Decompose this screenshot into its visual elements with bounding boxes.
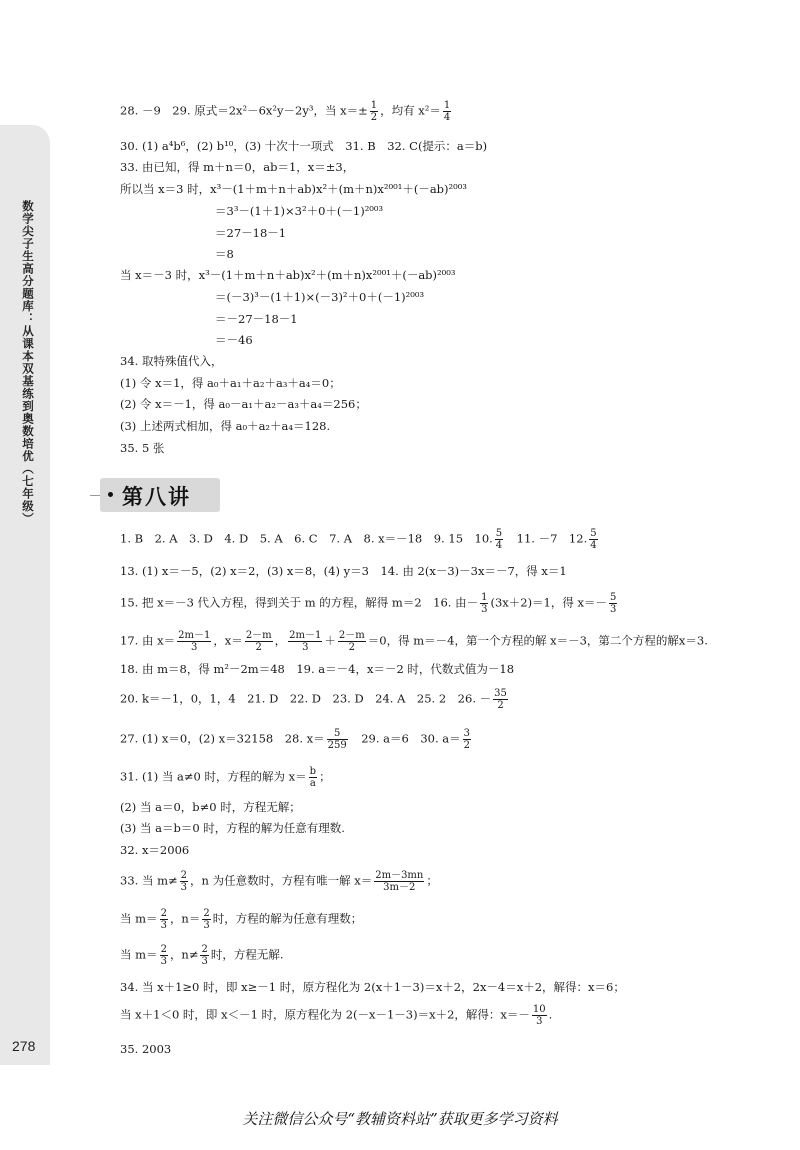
numerator: 2－m xyxy=(338,630,365,641)
denominator: 4 xyxy=(590,540,597,551)
numerator: 5 xyxy=(590,528,597,539)
numerator: b xyxy=(309,766,317,777)
answer-text: 15. 把 x＝－3 代入方程，得到关于 m 的方程，解得 m＝2 16. 由－ xyxy=(120,595,479,610)
denominator: 3 xyxy=(191,642,198,653)
numerator: 35 xyxy=(494,688,507,699)
answer-text: 时，方程无解. xyxy=(210,947,284,962)
answer-31: (3) 当 a＝b＝0 时，方程的解为任意有理数. xyxy=(120,821,345,835)
page-number: 278 xyxy=(12,1038,36,1054)
answer-text: 31. (1) 当 a≠0 时，方程的解为 x＝ xyxy=(120,769,307,784)
fraction xyxy=(180,870,188,893)
answer-text: 20. k＝－1，0，1，4 21. D 22. D 23. D 24. A 25. 2 26. － xyxy=(120,691,492,706)
answer-text: 当 x＋1＜0 时，即 x＜－1 时，原方程化为 2(－x－1－3)＝x＋2，解得：x＝－ xyxy=(120,1007,530,1022)
denominator: 2 xyxy=(497,700,504,711)
answer-31 xyxy=(120,766,331,789)
answer-text: ，n 为任意数时，方程有唯一解 x＝ xyxy=(190,873,373,888)
denominator: 3 xyxy=(536,1016,543,1027)
answer-text: (3x＋2)＝1，得 x＝－ xyxy=(490,595,608,610)
denominator: 2 xyxy=(463,740,471,751)
answer-text: ＋ xyxy=(324,633,336,648)
denominator: 3 xyxy=(180,882,188,893)
denominator: 3m－2 xyxy=(383,882,416,893)
answer-20-26 xyxy=(120,688,510,711)
fraction xyxy=(493,688,508,711)
numerator: 2 xyxy=(203,908,210,919)
answer-27-30 xyxy=(120,728,473,751)
answer-text: ，均有 x²＝ xyxy=(380,103,441,118)
answer-33: ＝8 xyxy=(215,247,234,261)
answer-33: 当 x＝－3 时，x³－(1＋m＋n＋ab)x²＋(m＋n)x²⁰⁰¹＋(－ab)²⁰⁰³ xyxy=(120,268,456,282)
denominator: 2 xyxy=(370,112,378,123)
numerator: 5 xyxy=(327,728,348,740)
answer-17 xyxy=(120,630,708,653)
numerator: 3 xyxy=(463,728,471,739)
numerator: 10 xyxy=(532,1004,546,1015)
fraction xyxy=(480,592,488,615)
answer-text: 33. 当 m≠ xyxy=(120,873,178,888)
answer-text: ； xyxy=(426,873,438,888)
answer-33: 所以当 x＝3 时，x³－(1＋m＋n＋ab)x²＋(m＋n)x²⁰⁰¹＋(－ab)²⁰⁰³ xyxy=(120,182,467,196)
fraction xyxy=(609,592,617,615)
answer-text: 当 m＝ xyxy=(120,947,158,962)
answer-text: 当 m＝ xyxy=(120,911,158,926)
answer-text: ， xyxy=(274,633,287,648)
denominator: 2 xyxy=(255,642,262,653)
answer-33 xyxy=(120,870,438,893)
answer-13-14: 13. (1) x＝－5，(2) x＝2，(3) x＝8，(4) y＝3 14. 由 2(x－3)－3x＝－7，得 x＝1 xyxy=(120,564,567,578)
answer-34: (1) 令 x＝1，得 a₀＋a₁＋a₂＋a₃＋a₄＝0； xyxy=(120,376,341,390)
numerator: 5 xyxy=(495,528,503,539)
fraction xyxy=(327,728,348,751)
answer-text: 17. 由 x＝ xyxy=(120,633,176,648)
answer-33: ＝－46 xyxy=(215,333,253,347)
denominator: 259 xyxy=(327,740,347,751)
fraction xyxy=(177,630,211,653)
answer-text: ＝0，得 m＝－4，第一个方程的解 x＝－3，第二个方程的解x＝3. xyxy=(367,633,708,648)
fraction xyxy=(200,944,208,967)
answer-text: ； xyxy=(319,769,331,784)
numerator: 2 xyxy=(201,944,208,955)
denominator: 3 xyxy=(481,604,488,615)
answer-35: 35. 2003 xyxy=(120,1042,172,1056)
answer-30-32: 30. (1) a⁴b⁶，(2) b¹⁰，(3) 十次十一项式 31. B 32. C(提示：a＝b) xyxy=(120,139,488,153)
answer-34: (3) 上述两式相加，得 a₀＋a₂＋a₄＝128. xyxy=(120,419,331,433)
answer-33: ＝－27－18－1 xyxy=(215,312,298,326)
answer-text: 1. B 2. A 3. D 4. D 5. A 6. C 7. A 8. x＝－18 9. 15 10. xyxy=(120,531,493,546)
answer-text: 27. (1) x＝0，(2) x＝32158 28. x＝ xyxy=(120,731,325,746)
answer-34 xyxy=(120,1004,552,1027)
answer-28-29 xyxy=(120,100,453,123)
fraction xyxy=(202,908,210,931)
answer-text: ，n＝ xyxy=(169,911,201,926)
fraction xyxy=(370,100,378,123)
answer-text: 时，方程的解为任意有理数； xyxy=(212,911,363,926)
answer-text: 28. －9 29. 原式＝2x²－6x²y－2y³，当 x＝± xyxy=(120,103,368,118)
fraction xyxy=(532,1004,547,1027)
chapter-heading xyxy=(100,478,220,512)
answer-text: ，n≠ xyxy=(169,947,199,962)
fraction xyxy=(160,908,168,931)
denominator: 4 xyxy=(443,112,451,123)
answer-33: ＝27－18－1 xyxy=(215,226,287,240)
denominator: 3 xyxy=(302,642,309,653)
numerator: 1 xyxy=(370,100,378,111)
fraction xyxy=(288,630,322,653)
answer-34: (2) 令 x＝－1，得 a₀－a₁＋a₂－a₃＋a₄＝256； xyxy=(120,397,367,411)
denominator: 3 xyxy=(160,920,167,931)
fraction xyxy=(374,870,424,893)
bullet-icon xyxy=(108,492,113,497)
answer-33 xyxy=(120,908,362,931)
answer-34: 34. 当 x＋1≥0 时，即 x≥－1 时，原方程化为 2(x＋1－3)＝x＋2，2x－4＝x＋2，解得：x＝6； xyxy=(120,980,625,994)
answer-18-19: 18. 由 m＝8，得 m²－2m＝48 19. a＝－4，x＝－2 时，代数式值为－18 xyxy=(120,662,515,676)
answer-32: 32. x＝2006 xyxy=(120,843,190,857)
fraction xyxy=(338,630,366,653)
answer-35: 35. 5 张 xyxy=(120,441,165,455)
fraction xyxy=(495,528,503,551)
answer-33: 33. 由已知，得 m＋n＝0，ab＝1，x＝±3， xyxy=(120,160,355,174)
fraction xyxy=(443,100,451,123)
answer-text: 11. －7 12. xyxy=(516,531,588,546)
numerator: 2m－3mn xyxy=(375,870,424,881)
fraction xyxy=(309,766,317,789)
fraction xyxy=(160,944,168,967)
numerator: 1 xyxy=(481,592,488,603)
denominator: 3 xyxy=(610,604,617,615)
chapter-title: 第八讲 xyxy=(122,485,191,509)
denominator: 3 xyxy=(160,956,167,967)
numerator: 2m－1 xyxy=(178,630,211,641)
fraction xyxy=(589,528,597,551)
answer-33: ＝3³－(1＋1)×3²＋0＋(－1)²⁰⁰³ xyxy=(215,204,384,218)
denominator: 4 xyxy=(495,540,503,551)
numerator: 2 xyxy=(160,944,167,955)
answer-text: 29. a＝6 30. a＝ xyxy=(361,731,461,746)
answer-34: 34. 取特殊值代入， xyxy=(120,354,223,368)
answer-15-16 xyxy=(120,592,619,615)
denominator: 2 xyxy=(348,642,355,653)
fraction xyxy=(245,630,273,653)
answer-31: (2) 当 a＝0，b≠0 时，方程无解； xyxy=(120,800,301,814)
answer-text: ，x＝ xyxy=(213,633,243,648)
denominator: 3 xyxy=(201,956,208,967)
numerator: 2 xyxy=(160,908,167,919)
answer-1-12 xyxy=(120,528,600,551)
numerator: 2－m xyxy=(245,630,272,641)
answer-33 xyxy=(120,944,284,967)
footer-watermark: 关注微信公众号“教辅资料站”获取更多学习资料 xyxy=(242,1110,558,1128)
numerator: 5 xyxy=(610,592,617,603)
denominator: 3 xyxy=(203,920,210,931)
numerator: 2m－1 xyxy=(289,630,322,641)
answer-33: ＝(－3)³－(1＋1)×(－3)²＋0＋(－1)²⁰⁰³ xyxy=(215,290,425,304)
answer-text: . xyxy=(548,1007,553,1022)
fraction xyxy=(463,728,471,751)
book-title: 数学尖子生高分题库：从课本双基练到奥数培优（七年级） xyxy=(21,200,35,525)
numerator: 1 xyxy=(443,100,451,111)
numerator: 2 xyxy=(180,870,188,881)
denominator: a xyxy=(309,778,316,789)
